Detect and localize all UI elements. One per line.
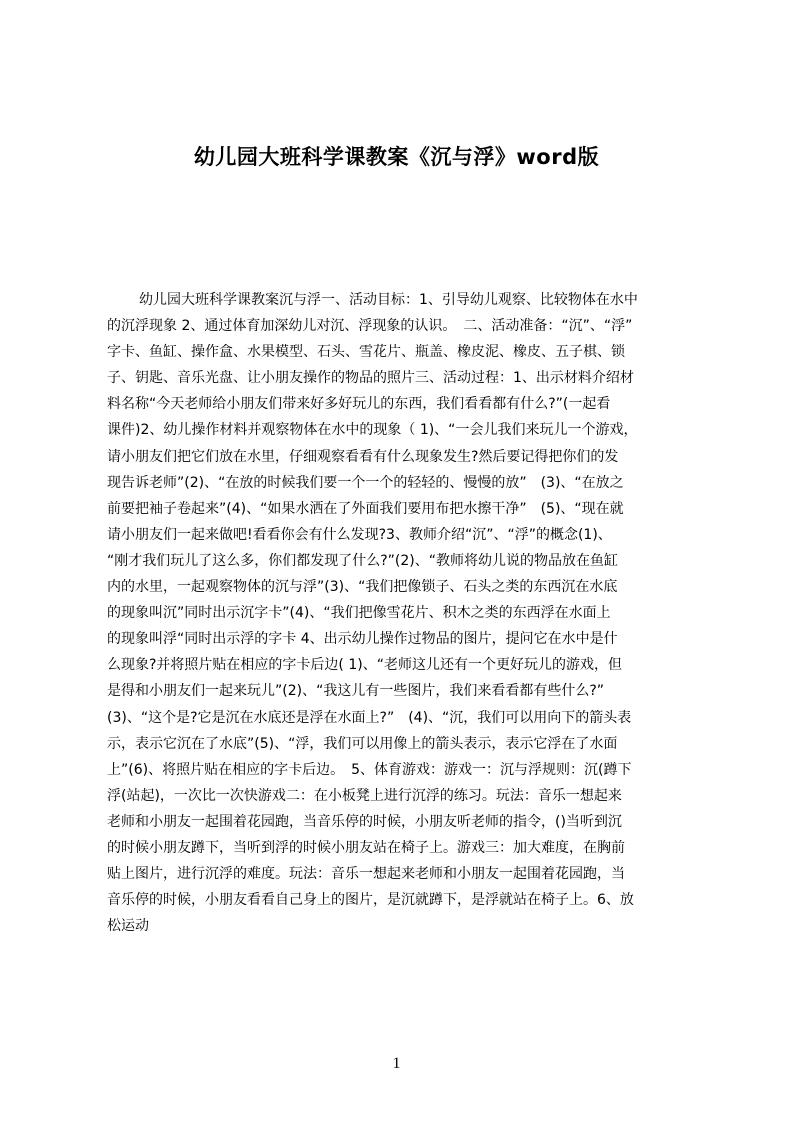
body-line: 前要把袖子卷起来”(4)、“如果水洒在了外面我们要用布把水擦干净” (5)、“现在就 bbox=[107, 500, 624, 517]
page-title: 幼儿园大班科学课教案《沉与浮》word版 bbox=[193, 145, 600, 169]
body-line: 贴上图片，进行沉浮的难度。玩法：音乐一想起来老师和小朋友一起围着花园跑，当 bbox=[107, 866, 625, 883]
body-line: 的时候小朋友蹲下，当听到浮的时候小朋友站在椅子上。游戏三：加大难度，在胸前 bbox=[107, 839, 625, 856]
body-line: 的沉浮现象 2、通过体育加深幼儿对沉、浮现象的认识。 二、活动准备：“沉”、“浮” bbox=[107, 318, 633, 335]
body-line: 松运动 bbox=[107, 918, 149, 935]
body-line: 请小朋友们一起来做吧!看看你会有什么发现?3、教师介绍“沉”、“浮”的概念(1)、 bbox=[107, 526, 612, 543]
body-line: 课件)2、幼儿操作材料并观察物体在水中的现象（ 1)、“一会儿我们来玩儿一个游戏， bbox=[107, 422, 638, 439]
body-line: 的现象叫沉”同时出示沉字卡”(4)、“我们把像雪花片、积木之类的东西浮在水面上 bbox=[107, 605, 611, 622]
body-line: 上”(6)、将照片贴在相应的字卡后边。 5、体育游戏：游戏一：沉与浮规则：沉(蹲下 bbox=[107, 761, 632, 778]
body-line: 是得和小朋友们一起来玩儿”(2)、“我这儿有一些图片，我们来看看都有些什么?” bbox=[107, 683, 605, 700]
page-number: 1 bbox=[392, 1055, 401, 1072]
body-line: 音乐停的时候，小朋友看看自己身上的图片，是沉就蹲下，是浮就站在椅子上。6、放 bbox=[107, 892, 634, 909]
body-line: 的现象叫浮“同时出示浮的字卡 4、出示幼儿操作过物品的图片，提问它在水中是什 bbox=[107, 631, 618, 648]
body-line: 料名称“今天老师给小朋友们带来好多好玩儿的东西，我们看看都有什么?”(一起看 bbox=[107, 396, 611, 413]
body-line: 内的水里，一起观察物体的沉与浮”(3)、“我们把像锁子、石头之类的东西沉在水底 bbox=[107, 579, 618, 596]
body-text bbox=[107, 287, 707, 939]
body-line: 么现象?并将照片贴在相应的字卡后边( 1)、“老师这儿还有一个更好玩儿的游戏，但 bbox=[107, 657, 622, 674]
body-line: 幼儿园大班科学课教案沉与浮一、活动目标：1、引导幼儿观察、比较物体在水中 bbox=[139, 292, 638, 308]
body-line: 子、钥匙、音乐光盘、让小朋友操作的物品的照片三、活动过程：1、出示材料介绍材 bbox=[107, 370, 634, 387]
body-line: “刚才我们玩儿了这么多，你们都发现了什么?”(2)、“教师将幼儿说的物品放在鱼缸 bbox=[107, 552, 619, 569]
body-line: 字卡、鱼缸、操作盒、水果模型、石头、雪花片、瓶盖、橡皮泥、橡皮、五子棋、锁 bbox=[107, 344, 625, 361]
body-line: 浮(站起)，一次比一次快游戏二：在小板凳上进行沉浮的练习。玩法：音乐一想起来 bbox=[107, 787, 622, 804]
body-line: 老师和小朋友一起围着花园跑，当音乐停的时候，小朋友听老师的指令，()当听到沉 bbox=[107, 813, 622, 830]
body-line: 现告诉老师”(2)、“在放的时候我们要一个一个的轻轻的、慢慢的放” (3)、“在放之 bbox=[107, 474, 624, 491]
body-line: 示，表示它沉在了水底”(5)、“浮，我们可以用像上的箭头表示，表示它浮在了水面 bbox=[107, 735, 618, 752]
body-line: 请小朋友们把它们放在水里，仔细观察看看有什么现象发生?然后要记得把你们的发 bbox=[107, 448, 619, 465]
body-line: (3)、“这个是?它是沉在水底还是浮在水面上?” (4)、“沉，我们可以用向下的箭头表 bbox=[107, 709, 632, 726]
